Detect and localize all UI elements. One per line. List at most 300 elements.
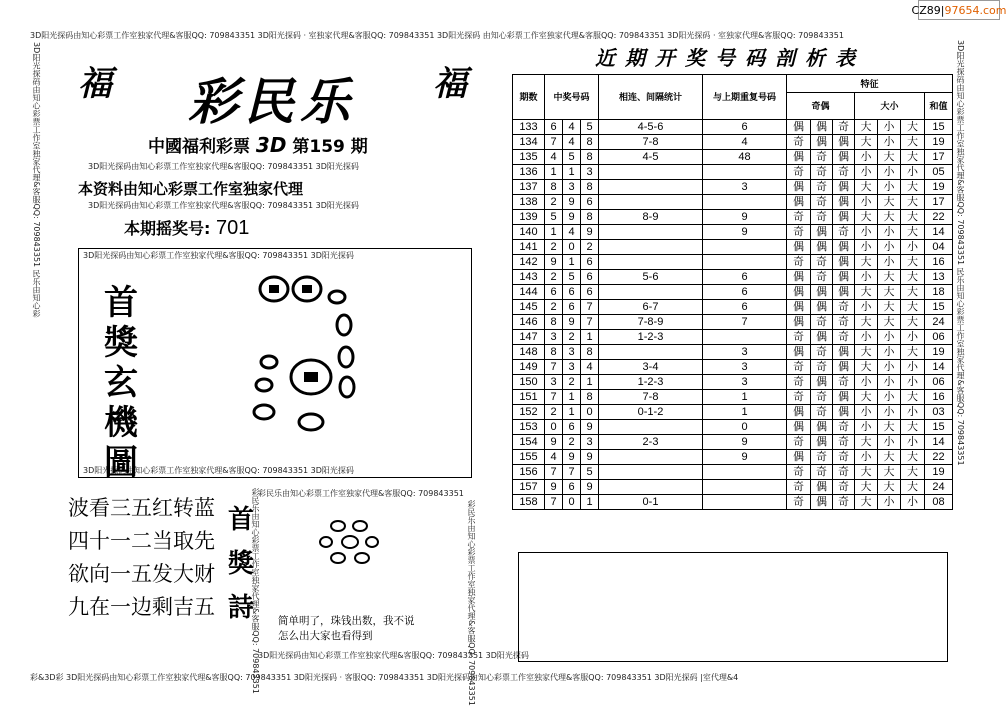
analysis-table bbox=[512, 74, 953, 510]
repeat-cell bbox=[703, 195, 787, 210]
bigsmall-cell: 大 bbox=[901, 450, 925, 465]
oddeven-cell: 偶 bbox=[811, 495, 833, 510]
oddeven-cell: 偶 bbox=[787, 120, 811, 135]
draw-label-text: 本期摇奖号: bbox=[124, 219, 211, 238]
repeat-cell: 6 bbox=[703, 120, 787, 135]
coins-drawing bbox=[318, 518, 382, 566]
oddeven-cell: 奇 bbox=[833, 315, 855, 330]
period-cell: 133 bbox=[513, 120, 545, 135]
oddeven-cell: 偶 bbox=[811, 435, 833, 450]
oddeven-cell: 偶 bbox=[787, 300, 811, 315]
period-cell: 139 bbox=[513, 210, 545, 225]
digit-cell: 4 bbox=[563, 135, 581, 150]
header-sum: 和值 bbox=[925, 93, 953, 120]
table-row bbox=[513, 165, 953, 180]
table-row bbox=[513, 240, 953, 255]
digit-cell: 8 bbox=[581, 390, 599, 405]
digit-cell: 3 bbox=[581, 165, 599, 180]
digit-cell: 1 bbox=[581, 330, 599, 345]
coin-puzzle-image bbox=[249, 267, 369, 442]
bigsmall-cell: 大 bbox=[855, 435, 878, 450]
header-feature: 特征 bbox=[787, 75, 953, 93]
repeat-cell: 0 bbox=[703, 420, 787, 435]
bigsmall-cell: 小 bbox=[855, 165, 878, 180]
period-cell: 146 bbox=[513, 315, 545, 330]
table-row bbox=[513, 255, 953, 270]
poem-note bbox=[278, 614, 415, 644]
bigsmall-cell: 小 bbox=[901, 435, 925, 450]
sum-cell: 24 bbox=[925, 315, 953, 330]
bigsmall-cell: 大 bbox=[855, 135, 878, 150]
bigsmall-cell: 大 bbox=[901, 315, 925, 330]
analysis-table-body bbox=[513, 120, 953, 510]
repeat-cell: 3 bbox=[703, 360, 787, 375]
repeat-cell: 9 bbox=[703, 435, 787, 450]
oddeven-cell: 奇 bbox=[787, 330, 811, 345]
left-border-text: 3D阳光探码由知心彩票工作室独家代理&客服QQ: 709843351 民乐由知心彩 bbox=[32, 42, 41, 318]
oddeven-cell: 偶 bbox=[787, 180, 811, 195]
fu-char-right: 福 bbox=[433, 64, 467, 104]
header-consecutive: 相连、间隔统计 bbox=[599, 75, 703, 120]
brand-title: 彩民乐 bbox=[188, 72, 356, 131]
oddeven-cell: 偶 bbox=[833, 255, 855, 270]
repeat-cell bbox=[703, 240, 787, 255]
digit-cell: 9 bbox=[581, 225, 599, 240]
bigsmall-cell: 大 bbox=[855, 180, 878, 195]
repeat-cell: 3 bbox=[703, 345, 787, 360]
period-cell: 135 bbox=[513, 150, 545, 165]
bigsmall-cell: 大 bbox=[901, 270, 925, 285]
repeat-cell bbox=[703, 330, 787, 345]
oddeven-cell: 奇 bbox=[787, 480, 811, 495]
bigsmall-cell: 小 bbox=[855, 420, 878, 435]
bigsmall-cell: 小 bbox=[878, 240, 901, 255]
oddeven-cell: 偶 bbox=[787, 285, 811, 300]
site-watermark: CZ89 | 97654.com bbox=[918, 0, 1000, 20]
table-row bbox=[513, 375, 953, 390]
header-period: 期数 bbox=[513, 75, 545, 120]
bigsmall-cell: 大 bbox=[901, 195, 925, 210]
draw-number: 701 bbox=[215, 217, 250, 239]
mystery-panel bbox=[78, 248, 472, 483]
oddeven-cell: 奇 bbox=[833, 120, 855, 135]
sum-cell: 18 bbox=[925, 285, 953, 300]
oddeven-cell: 偶 bbox=[811, 120, 833, 135]
bigsmall-cell: 小 bbox=[878, 180, 901, 195]
period-cell: 148 bbox=[513, 345, 545, 360]
consecutive-cell: 1-2-3 bbox=[599, 375, 703, 390]
table-row bbox=[513, 435, 953, 450]
oddeven-cell: 偶 bbox=[811, 240, 833, 255]
bigsmall-cell: 大 bbox=[901, 465, 925, 480]
repeat-cell: 9 bbox=[703, 450, 787, 465]
oddeven-cell: 奇 bbox=[833, 420, 855, 435]
period-cell: 141 bbox=[513, 240, 545, 255]
sum-cell: 24 bbox=[925, 480, 953, 495]
repeat-cell: 1 bbox=[703, 390, 787, 405]
period-cell: 150 bbox=[513, 375, 545, 390]
digit-cell: 4 bbox=[545, 450, 563, 465]
table-row bbox=[513, 300, 953, 315]
digit-cell: 6 bbox=[545, 285, 563, 300]
sum-cell: 06 bbox=[925, 330, 953, 345]
bigsmall-cell: 大 bbox=[878, 420, 901, 435]
bigsmall-cell: 大 bbox=[855, 495, 878, 510]
bigsmall-cell: 小 bbox=[855, 450, 878, 465]
period-cell: 142 bbox=[513, 255, 545, 270]
digit-cell: 9 bbox=[563, 315, 581, 330]
repeat-cell: 6 bbox=[703, 285, 787, 300]
digit-cell: 8 bbox=[581, 345, 599, 360]
repeat-cell bbox=[703, 480, 787, 495]
fu-char-left: 福 bbox=[78, 64, 112, 104]
bigsmall-cell: 小 bbox=[855, 330, 878, 345]
oddeven-cell: 奇 bbox=[811, 150, 833, 165]
table-title: 近期开奖号码剖析表 bbox=[595, 46, 865, 70]
bigsmall-cell: 小 bbox=[855, 240, 878, 255]
bigsmall-cell: 小 bbox=[878, 390, 901, 405]
oddeven-cell: 偶 bbox=[811, 420, 833, 435]
bigsmall-cell: 小 bbox=[901, 405, 925, 420]
oddeven-cell: 奇 bbox=[787, 435, 811, 450]
bigsmall-cell: 大 bbox=[901, 345, 925, 360]
digit-cell: 7 bbox=[563, 465, 581, 480]
header-panel bbox=[48, 48, 488, 248]
bottom-border-text: 彩&3D彩 3D阳光探码由知心彩票工作室独家代理&客服QQ: 709843351 3D阳光探码 · 客服QQ: 709843351 3D阳光探码由知心彩票工作室独家代理&客服QQ: 709843351 3D阳光探码 |室代理&4 bbox=[30, 673, 739, 682]
bigsmall-cell: 小 bbox=[901, 495, 925, 510]
consecutive-cell: 7-8 bbox=[599, 390, 703, 405]
watermark-prefix: CZ89 bbox=[911, 3, 941, 17]
table-row bbox=[513, 315, 953, 330]
repeat-cell: 7 bbox=[703, 315, 787, 330]
consecutive-cell: 1-2-3 bbox=[599, 330, 703, 345]
oddeven-cell: 奇 bbox=[811, 195, 833, 210]
digit-cell: 1 bbox=[563, 405, 581, 420]
table-title-wrap bbox=[510, 42, 950, 72]
oddeven-cell: 奇 bbox=[811, 210, 833, 225]
table-row bbox=[513, 285, 953, 300]
oddeven-cell: 奇 bbox=[787, 255, 811, 270]
oddeven-cell: 奇 bbox=[787, 135, 811, 150]
period-cell: 157 bbox=[513, 480, 545, 495]
oddeven-cell: 奇 bbox=[833, 330, 855, 345]
bigsmall-cell: 小 bbox=[901, 165, 925, 180]
bigsmall-cell: 大 bbox=[855, 210, 878, 225]
table-row bbox=[513, 330, 953, 345]
oddeven-cell: 奇 bbox=[787, 390, 811, 405]
bigsmall-cell: 大 bbox=[855, 480, 878, 495]
bigsmall-cell: 大 bbox=[878, 285, 901, 300]
table-row bbox=[513, 465, 953, 480]
consecutive-cell: 7-8-9 bbox=[599, 315, 703, 330]
inner-border-text-1: 3D阳光探码由知心彩票工作室独家代理&客服QQ: 709843351 3D阳光探码 bbox=[88, 162, 359, 171]
period-cell: 145 bbox=[513, 300, 545, 315]
oddeven-cell: 奇 bbox=[833, 450, 855, 465]
mystery-top-text: 3D阳光探码由知心彩票工作室独家代理&客服QQ: 709843351 3D阳光探码 bbox=[83, 251, 354, 260]
table-row bbox=[513, 270, 953, 285]
oddeven-cell: 偶 bbox=[787, 450, 811, 465]
digit-cell: 4 bbox=[563, 120, 581, 135]
repeat-cell bbox=[703, 495, 787, 510]
poem-note-line-2: 怎么出大家也看得到 bbox=[278, 630, 373, 642]
bigsmall-cell: 小 bbox=[855, 225, 878, 240]
bigsmall-cell: 小 bbox=[855, 270, 878, 285]
digit-cell: 5 bbox=[563, 150, 581, 165]
consecutive-cell bbox=[599, 465, 703, 480]
bigsmall-cell: 小 bbox=[855, 375, 878, 390]
digit-cell: 6 bbox=[545, 120, 563, 135]
sum-cell: 05 bbox=[925, 165, 953, 180]
oddeven-cell: 奇 bbox=[833, 165, 855, 180]
bigsmall-cell: 小 bbox=[878, 375, 901, 390]
bigsmall-cell: 大 bbox=[855, 120, 878, 135]
oddeven-cell: 奇 bbox=[811, 255, 833, 270]
period-cell: 137 bbox=[513, 180, 545, 195]
consecutive-cell: 4-5-6 bbox=[599, 120, 703, 135]
oddeven-cell: 奇 bbox=[833, 375, 855, 390]
bigsmall-cell: 小 bbox=[878, 345, 901, 360]
bigsmall-cell: 小 bbox=[901, 330, 925, 345]
digit-cell: 9 bbox=[563, 210, 581, 225]
sum-cell: 19 bbox=[925, 135, 953, 150]
digit-cell: 6 bbox=[581, 285, 599, 300]
repeat-cell bbox=[703, 165, 787, 180]
oddeven-cell: 偶 bbox=[811, 330, 833, 345]
period-cell: 153 bbox=[513, 420, 545, 435]
consecutive-cell: 7-8 bbox=[599, 135, 703, 150]
oddeven-cell: 奇 bbox=[833, 495, 855, 510]
table-row bbox=[513, 150, 953, 165]
bigsmall-cell: 大 bbox=[855, 345, 878, 360]
bigsmall-cell: 大 bbox=[878, 450, 901, 465]
bigsmall-cell: 大 bbox=[901, 420, 925, 435]
oddeven-cell: 偶 bbox=[787, 420, 811, 435]
oddeven-cell: 偶 bbox=[787, 315, 811, 330]
bigsmall-cell: 大 bbox=[855, 285, 878, 300]
oddeven-cell: 偶 bbox=[787, 405, 811, 420]
period-cell: 152 bbox=[513, 405, 545, 420]
digit-cell: 6 bbox=[581, 255, 599, 270]
repeat-cell bbox=[703, 255, 787, 270]
header-repeat: 与上期重复号码 bbox=[703, 75, 787, 120]
oddeven-cell: 偶 bbox=[811, 480, 833, 495]
sum-cell: 13 bbox=[925, 270, 953, 285]
bigsmall-cell: 大 bbox=[878, 480, 901, 495]
poem-side-text: 彩民乐由知心彩票工作室独家代理&客服QQ: 709843351 bbox=[251, 488, 260, 694]
right-border-text: 3D阳光探码由知心彩票工作室独家代理&客服QQ: 709843351 民乐由知心彩票工作室独家代理&客服QQ: 709843351 bbox=[956, 40, 965, 466]
sum-cell: 15 bbox=[925, 120, 953, 135]
period-cell: 154 bbox=[513, 435, 545, 450]
digit-cell: 5 bbox=[545, 210, 563, 225]
bigsmall-cell: 小 bbox=[878, 120, 901, 135]
period-cell: 155 bbox=[513, 450, 545, 465]
digit-cell: 2 bbox=[545, 405, 563, 420]
bigsmall-cell: 大 bbox=[855, 315, 878, 330]
bigsmall-cell: 大 bbox=[878, 465, 901, 480]
oddeven-cell: 奇 bbox=[811, 180, 833, 195]
digit-cell: 2 bbox=[563, 375, 581, 390]
consecutive-cell: 2-3 bbox=[599, 435, 703, 450]
oddeven-cell: 奇 bbox=[787, 495, 811, 510]
oddeven-cell: 奇 bbox=[787, 360, 811, 375]
poem-note-line-1: 简单明了，珠钱出数，我不说 bbox=[278, 615, 415, 627]
table-row bbox=[513, 120, 953, 135]
digit-cell: 7 bbox=[545, 360, 563, 375]
bigsmall-cell: 小 bbox=[901, 360, 925, 375]
oddeven-cell: 奇 bbox=[811, 390, 833, 405]
sum-cell: 17 bbox=[925, 150, 953, 165]
oddeven-cell: 奇 bbox=[811, 315, 833, 330]
digit-cell: 7 bbox=[545, 465, 563, 480]
consecutive-cell bbox=[599, 225, 703, 240]
period-cell: 156 bbox=[513, 465, 545, 480]
digit-cell: 0 bbox=[563, 240, 581, 255]
repeat-cell: 3 bbox=[703, 375, 787, 390]
table-row bbox=[513, 420, 953, 435]
consecutive-cell bbox=[599, 345, 703, 360]
consecutive-cell bbox=[599, 195, 703, 210]
digit-cell: 2 bbox=[545, 300, 563, 315]
inner-border-text-2: 3D阳光探码由知心彩票工作室独家代理&客服QQ: 709843351 3D阳光探码 bbox=[88, 201, 359, 210]
repeat-cell bbox=[703, 465, 787, 480]
sum-cell: 22 bbox=[925, 210, 953, 225]
sum-cell: 15 bbox=[925, 420, 953, 435]
repeat-cell: 9 bbox=[703, 225, 787, 240]
repeat-cell: 1 bbox=[703, 405, 787, 420]
bigsmall-cell: 大 bbox=[901, 300, 925, 315]
repeat-cell: 3 bbox=[703, 180, 787, 195]
oddeven-cell: 偶 bbox=[833, 345, 855, 360]
digit-cell: 2 bbox=[545, 195, 563, 210]
bigsmall-cell: 小 bbox=[901, 375, 925, 390]
oddeven-cell: 奇 bbox=[811, 345, 833, 360]
bigsmall-cell: 小 bbox=[878, 255, 901, 270]
digit-cell: 3 bbox=[563, 180, 581, 195]
oddeven-cell: 奇 bbox=[833, 435, 855, 450]
digit-cell: 8 bbox=[581, 180, 599, 195]
bigsmall-cell: 小 bbox=[855, 300, 878, 315]
period-cell: 143 bbox=[513, 270, 545, 285]
oddeven-cell: 奇 bbox=[787, 210, 811, 225]
poem-right-text: 彩民乐由知心彩票工作室独家代理&客服QQ: 709843351 bbox=[467, 500, 476, 706]
oddeven-cell: 偶 bbox=[833, 240, 855, 255]
digit-cell: 7 bbox=[545, 390, 563, 405]
digit-cell: 3 bbox=[545, 375, 563, 390]
digit-cell: 8 bbox=[581, 150, 599, 165]
bigsmall-cell: 小 bbox=[855, 195, 878, 210]
sum-cell: 14 bbox=[925, 225, 953, 240]
bigsmall-cell: 大 bbox=[901, 210, 925, 225]
bigsmall-cell: 大 bbox=[901, 255, 925, 270]
oddeven-cell: 偶 bbox=[811, 225, 833, 240]
oddeven-cell: 偶 bbox=[787, 270, 811, 285]
oddeven-cell: 奇 bbox=[787, 465, 811, 480]
bigsmall-cell: 大 bbox=[878, 150, 901, 165]
sum-cell: 16 bbox=[925, 255, 953, 270]
bigsmall-cell: 大 bbox=[901, 120, 925, 135]
period-cell: 144 bbox=[513, 285, 545, 300]
digit-cell: 2 bbox=[563, 330, 581, 345]
poem-line-1: 波看三五红转蓝 bbox=[68, 496, 215, 520]
digit-cell: 2 bbox=[545, 240, 563, 255]
digit-cell: 0 bbox=[563, 495, 581, 510]
consecutive-cell: 8-9 bbox=[599, 210, 703, 225]
bigsmall-cell: 小 bbox=[878, 435, 901, 450]
digit-cell: 2 bbox=[563, 435, 581, 450]
digit-cell: 6 bbox=[563, 480, 581, 495]
mystery-bottom-text: 3D阳光探码由知心彩票工作室独家代理&客服QQ: 709843351 3D阳光探码 bbox=[83, 466, 354, 475]
table-row bbox=[513, 210, 953, 225]
sum-cell: 03 bbox=[925, 405, 953, 420]
oddeven-cell: 奇 bbox=[811, 465, 833, 480]
sum-cell: 08 bbox=[925, 495, 953, 510]
oddeven-cell: 偶 bbox=[787, 240, 811, 255]
table-row bbox=[513, 180, 953, 195]
table-row bbox=[513, 405, 953, 420]
poem-line-4: 九在一边剩吉五 bbox=[68, 595, 215, 619]
digit-cell: 9 bbox=[563, 195, 581, 210]
bigsmall-cell: 大 bbox=[878, 195, 901, 210]
digit-cell: 8 bbox=[545, 345, 563, 360]
digit-cell: 9 bbox=[563, 450, 581, 465]
digit-cell: 4 bbox=[563, 225, 581, 240]
oddeven-cell: 奇 bbox=[811, 405, 833, 420]
oddeven-cell: 偶 bbox=[787, 195, 811, 210]
subtitle-3d: 3D bbox=[255, 133, 287, 157]
period-cell: 140 bbox=[513, 225, 545, 240]
bigsmall-cell: 大 bbox=[878, 210, 901, 225]
consecutive-cell bbox=[599, 180, 703, 195]
digit-cell: 6 bbox=[563, 420, 581, 435]
table-row bbox=[513, 390, 953, 405]
repeat-cell: 9 bbox=[703, 210, 787, 225]
sum-cell: 17 bbox=[925, 195, 953, 210]
bigsmall-cell: 小 bbox=[878, 405, 901, 420]
oddeven-cell: 奇 bbox=[787, 165, 811, 180]
oddeven-cell: 偶 bbox=[811, 375, 833, 390]
sum-cell: 19 bbox=[925, 180, 953, 195]
oddeven-cell: 偶 bbox=[833, 405, 855, 420]
sum-cell: 14 bbox=[925, 435, 953, 450]
watermark-site: 97654.com bbox=[944, 3, 1006, 17]
oddeven-cell: 奇 bbox=[833, 300, 855, 315]
poem-line-3: 欲向一五发大财 bbox=[68, 562, 215, 586]
empty-notes-box bbox=[518, 552, 948, 662]
period-cell: 147 bbox=[513, 330, 545, 345]
table-row bbox=[513, 450, 953, 465]
sum-cell: 15 bbox=[925, 300, 953, 315]
oddeven-cell: 奇 bbox=[833, 225, 855, 240]
consecutive-cell bbox=[599, 480, 703, 495]
consecutive-cell: 0-1 bbox=[599, 495, 703, 510]
bigsmall-cell: 小 bbox=[878, 330, 901, 345]
bigsmall-cell: 小 bbox=[878, 135, 901, 150]
sum-cell: 16 bbox=[925, 390, 953, 405]
digit-cell: 1 bbox=[581, 495, 599, 510]
digit-cell: 7 bbox=[581, 300, 599, 315]
consecutive-cell bbox=[599, 420, 703, 435]
digit-cell: 8 bbox=[545, 315, 563, 330]
digit-cell: 9 bbox=[581, 450, 599, 465]
table-row bbox=[513, 495, 953, 510]
digit-cell: 9 bbox=[581, 420, 599, 435]
consecutive-cell bbox=[599, 165, 703, 180]
bigsmall-cell: 大 bbox=[901, 180, 925, 195]
digit-cell: 0 bbox=[581, 405, 599, 420]
analysis-table-wrap bbox=[512, 74, 953, 510]
table-row bbox=[513, 195, 953, 210]
poem-top-text: 彩民乐由知心彩票工作室独家代理&客服QQ: 709843351 bbox=[258, 489, 464, 498]
